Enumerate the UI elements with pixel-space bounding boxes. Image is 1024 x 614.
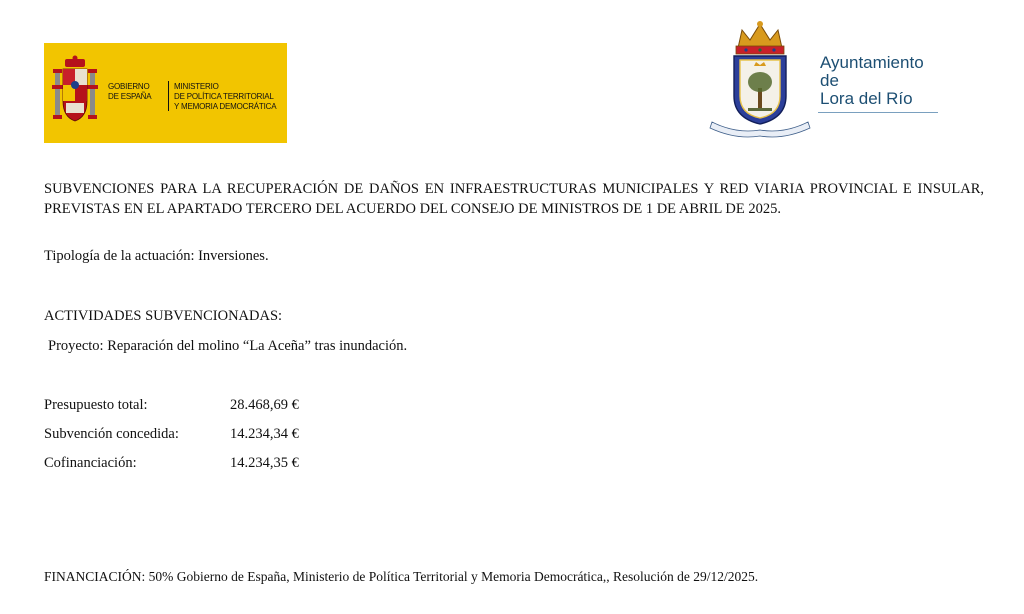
budget-value: 28.468,69 €	[230, 397, 299, 413]
ayuntamiento-name: Ayuntamiento de Lora del Río	[820, 53, 924, 108]
logo-divider	[168, 81, 169, 111]
budget-label: Presupuesto total:	[44, 397, 148, 413]
coat-of-arms-icon	[52, 55, 98, 131]
budget-label: Cofinanciación:	[44, 455, 137, 471]
gobierno-espana-logo	[44, 43, 287, 143]
ayuntamiento-underline	[818, 112, 938, 113]
document-title: SUBVENCIONES PARA LA RECUPERACIÓN DE DAÑOS EN INFRAESTRUCTURAS MUNICIPALES Y RED VIARIA PROVINCIAL E INSULAR, PREVISTAS EN EL APARTADO TERCERO DEL ACUERDO DEL CONSEJO DE MINISTROS DE 1 DE ABRIL DE 2025.	[44, 181, 984, 217]
ministerio-text: MINISTERIO DE POLÍTICA TERRITORIAL Y MEMORIA DEMOCRÁTICA	[174, 82, 277, 111]
ayuntamiento-emblem-icon	[706, 18, 814, 142]
budget-value: 14.234,35 €	[230, 455, 299, 471]
gobierno-espana-text: GOBIERNO DE ESPAÑA	[108, 82, 152, 101]
financiacion-text: FINANCIACIÓN: 50% Gobierno de España, Ministerio de Política Territorial y Memoria Democrática,, Resolución de 29/12/2025.	[44, 569, 759, 584]
budget-row-presupuesto	[44, 396, 299, 414]
budget-row-cofinanciacion	[44, 454, 299, 472]
budget-label: Subvención concedida:	[44, 426, 179, 442]
actividades-heading: ACTIVIDADES SUBVENCIONADAS:	[44, 308, 283, 324]
proyecto-text: Proyecto: Reparación del molino “La Aceña” tras inundación.	[48, 338, 408, 354]
tipologia-text: Tipología de la actuación: Inversiones.	[44, 248, 269, 264]
budget-value: 14.234,34 €	[230, 426, 299, 442]
budget-row-subvencion	[44, 425, 299, 443]
